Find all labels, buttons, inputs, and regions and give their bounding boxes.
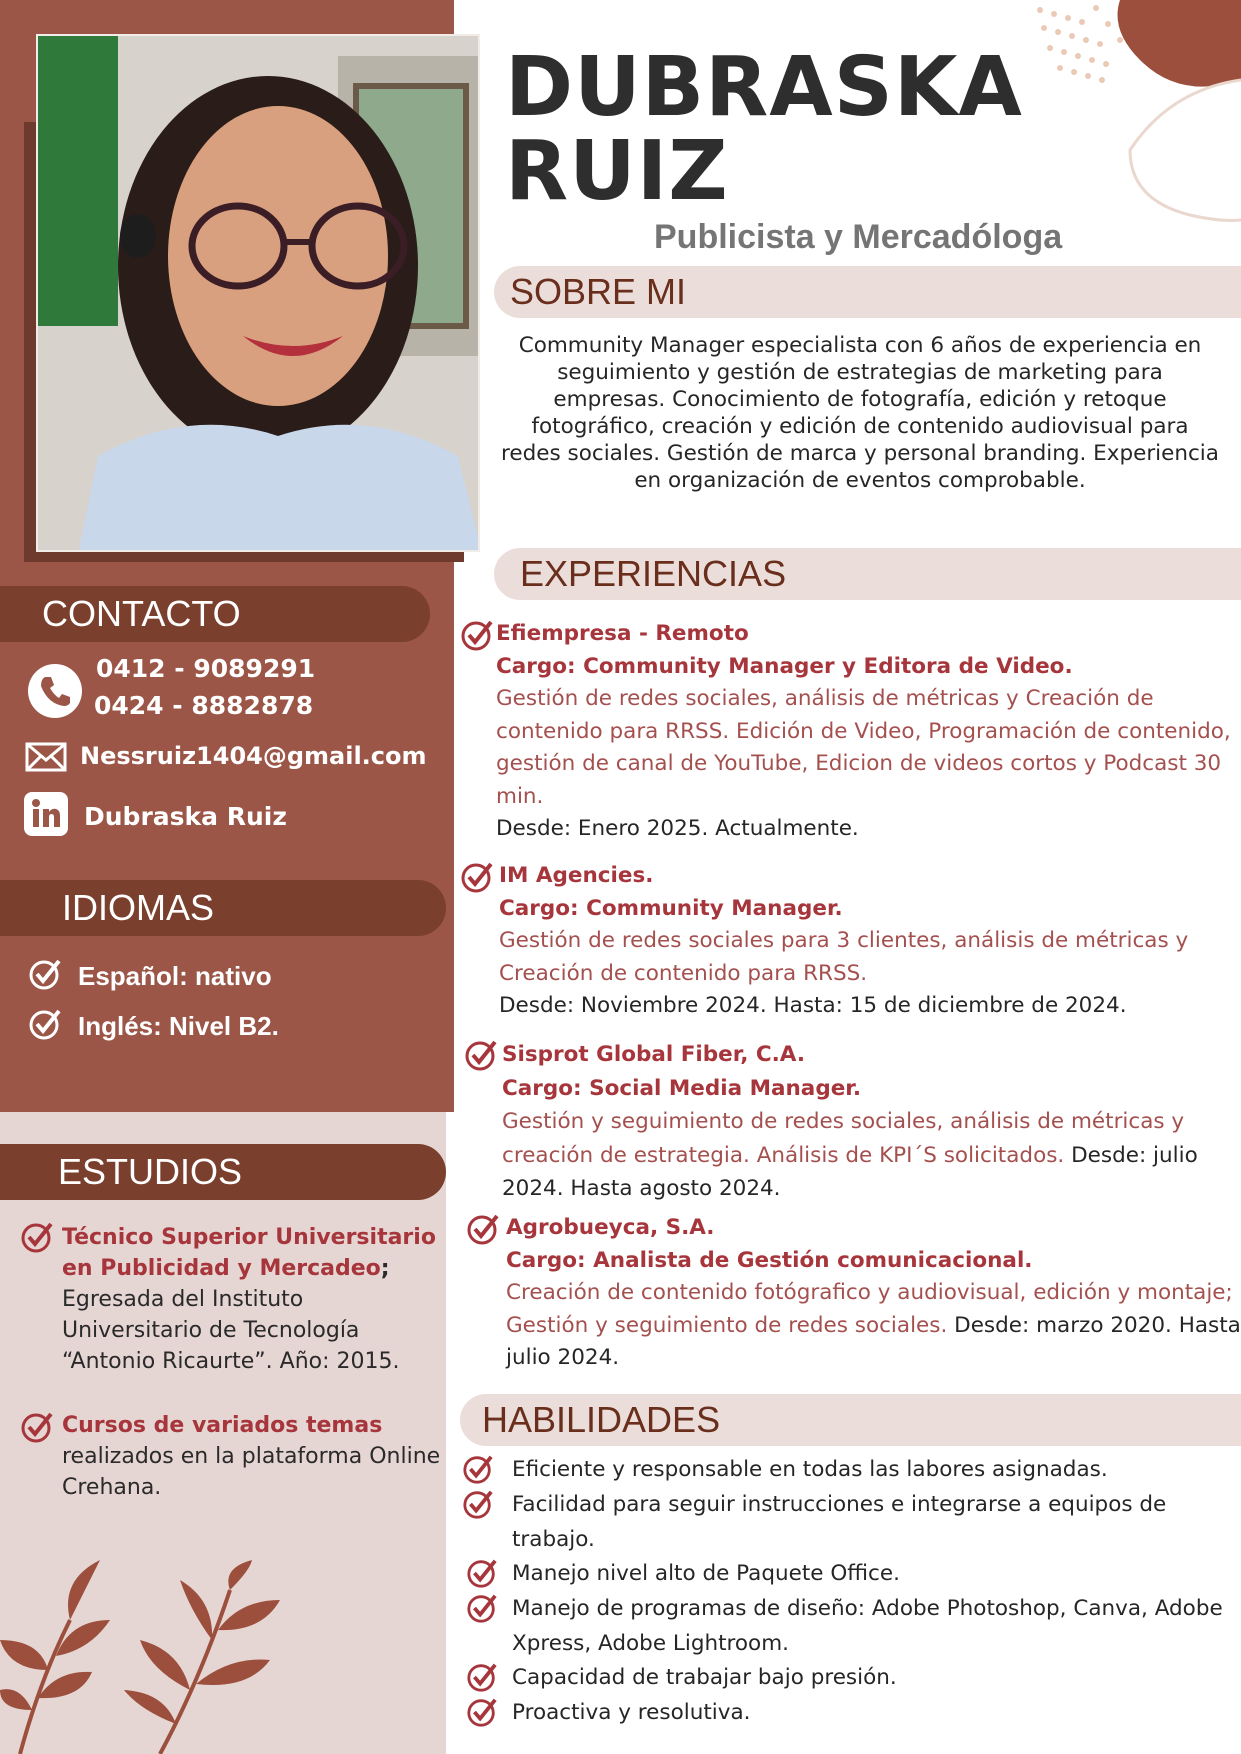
study-item	[62, 1222, 442, 1377]
corner-decoration	[1030, 0, 1241, 230]
check-icon	[28, 1007, 62, 1041]
check-icon	[462, 1453, 494, 1485]
experience-item	[496, 618, 1236, 846]
check-icon	[460, 618, 494, 652]
skill-item: Manejo nivel alto de Paquete Office.	[512, 1561, 900, 1586]
experience-header	[494, 548, 1241, 600]
language-item: Inglés: Nivel B2.	[78, 1011, 279, 1041]
check-icon	[28, 957, 62, 991]
study-title: Técnico Superior Universitario en Publicidad y Mercadeo	[62, 1225, 436, 1281]
study-detail: Egresada del Instituto Universitario de Tecnología “Antonio Ricaurte”. Año: 2015.	[62, 1287, 400, 1374]
profile-photo	[36, 34, 480, 552]
skill-item: Manejo de programas de diseño: Adobe Photoshop, Canva, Adobe Xpress, Adobe Lightroom.	[512, 1596, 1223, 1656]
experience-role: Cargo: Community Manager.	[499, 895, 843, 921]
check-icon	[20, 1410, 54, 1444]
languages-title: IDIOMAS	[62, 887, 215, 928]
check-icon	[20, 1220, 54, 1254]
check-icon	[466, 1212, 500, 1246]
contact-header	[0, 586, 430, 642]
languages-header	[0, 880, 446, 936]
linkedin-link[interactable]: Dubraska Ruiz	[84, 802, 287, 831]
skill-item: Eficiente y responsable en todas las labores asignadas.	[512, 1457, 1108, 1482]
experience-role: Cargo: Community Manager y Editora de Video.	[496, 653, 1073, 679]
experience-description: Gestión de redes sociales para 3 clientes, análisis de métricas y Creación de contenido para RRSS.	[499, 928, 1189, 986]
experience-item	[506, 1212, 1241, 1375]
experience-role: Cargo: Analista de Gestión comunicacional.	[506, 1247, 1033, 1273]
about-title: SOBRE MI	[510, 271, 687, 312]
study-item	[62, 1410, 442, 1503]
experience-company: IM Agencies.	[499, 863, 654, 888]
experience-title: EXPERIENCIAS	[520, 553, 787, 594]
experience-company: Agrobueyca, S.A.	[506, 1215, 715, 1240]
phone-icon	[28, 664, 82, 718]
experience-dates: Desde: Noviembre 2024. Hasta: 15 de diciembre de 2024.	[499, 993, 1127, 1018]
check-icon	[462, 1488, 494, 1520]
experience-description: Gestión y seguimiento de redes sociales, análisis de métricas y creación de estrategia. Análisis de KPI´S solicitados.	[502, 1109, 1185, 1168]
skill-item: Facilidad para seguir instrucciones e integrarse a equipos de trabajo.	[512, 1492, 1167, 1552]
study-separator: ;	[380, 1256, 390, 1281]
check-icon	[466, 1661, 498, 1693]
skill-item: Capacidad de trabajar bajo presión.	[512, 1665, 897, 1690]
check-icon	[466, 1557, 498, 1589]
experience-dates: Desde: marzo 2020. Hasta julio 2024.	[506, 1312, 1241, 1370]
phone-2[interactable]: 0424 - 8882878	[94, 691, 314, 720]
last-name: RUIZ	[505, 124, 729, 219]
experience-description: Creación de contenido fotógrafico y audiovisual, edición y montaje; Gestión y seguimiento de redes sociales.	[506, 1280, 1233, 1338]
experience-role: Cargo: Social Media Manager.	[502, 1075, 861, 1101]
job-title: Publicista y Mercadóloga	[654, 218, 1063, 256]
skills-title: HABILIDADES	[482, 1399, 721, 1440]
study-title: Cursos de variados temas	[62, 1413, 383, 1438]
about-text: Community Manager especialista con 6 años de experiencia en seguimiento y gestión de estrategias de marketing para empresas. Conocimiento de fotografía, edición y retoque fotográfico, creación y edición de contenido audiovisual para redes sociales. Gestión de marca y personal branding. Experiencia en organización de eventos comprobable.	[501, 333, 1219, 493]
studies-header	[0, 1144, 446, 1200]
experience-company: Efiempresa - Remoto	[496, 621, 749, 646]
skill-item: Proactiva y resolutiva.	[512, 1700, 751, 1725]
skills-header	[460, 1394, 1241, 1446]
experience-dates: Desde: Enero 2025. Actualmente.	[496, 816, 859, 841]
language-item: Español: nativo	[78, 961, 272, 991]
check-icon	[466, 1592, 498, 1624]
check-icon	[460, 860, 494, 894]
experience-item	[499, 860, 1239, 1023]
leaf-decoration	[0, 1560, 300, 1754]
first-name: DUBRASKA	[505, 40, 1023, 135]
experience-description: Gestión de redes sociales, análisis de métricas y Creación de contenido para RRSS. Edición de Video, Programación de contenido, gestión de canal de YouTube, Edicion de videos cortos y Podcast 30 min.	[496, 686, 1231, 809]
experience-dates: Desde: julio 2024. Hasta agosto 2024.	[502, 1142, 1198, 1201]
email-icon	[25, 742, 67, 772]
study-detail: realizados en la plataforma Online Crehana.	[62, 1444, 441, 1500]
check-icon	[466, 1696, 498, 1728]
contact-title: CONTACTO	[42, 593, 241, 634]
linkedin-icon[interactable]	[24, 792, 68, 836]
experience-item	[502, 1038, 1241, 1206]
email-link[interactable]: Nessruiz1404@gmail.com	[80, 742, 427, 770]
studies-title: ESTUDIOS	[58, 1151, 243, 1192]
about-header	[494, 266, 1241, 318]
check-icon	[464, 1038, 498, 1072]
experience-company: Sisprot Global Fiber, C.A.	[502, 1042, 805, 1067]
phone-1[interactable]: 0412 - 9089291	[96, 654, 316, 683]
